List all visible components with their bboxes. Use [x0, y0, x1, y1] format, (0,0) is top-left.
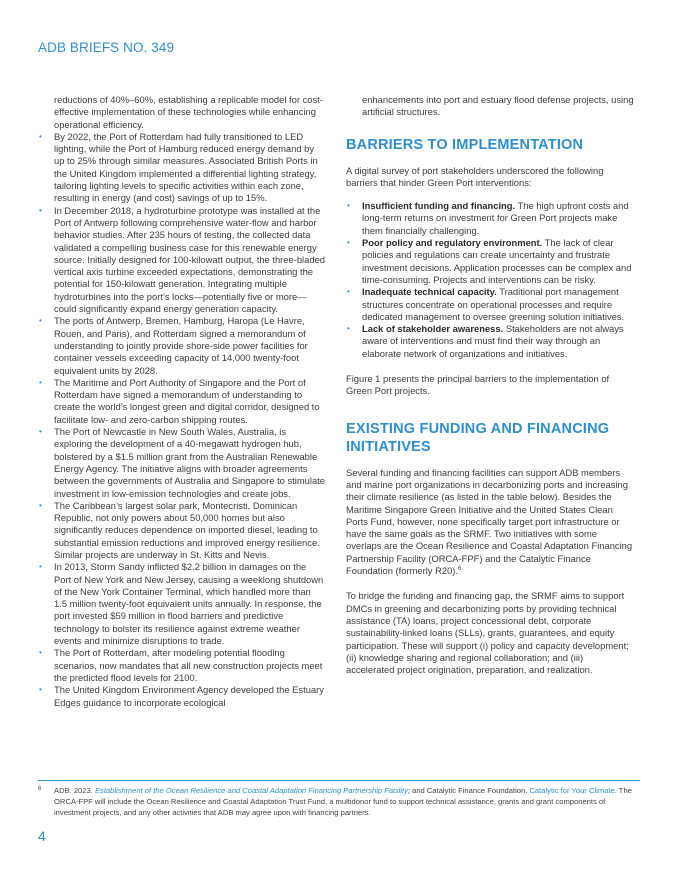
list-item: • The Caribbean’s largest solar park, Montecristi, Dominican Republic, not only powers about 50,000 homes but also significantly reduces dependence on imported diesel, leading to substantial emission reductions and improved energy resilience. Similar projects are underway in St. Kitts and Nevis. [38, 500, 326, 561]
funding-paragraph-1-text: Several funding and financing facilities can support ADB members and marine port organizations in decarbonizing ports and increasing their climate resilience (as listed in the table below). Besides the Maritime Singapore Green Initiative and the United States Clean Ports Fund, however, none specifically target port infrastructure or have the same goals as the SRMF. Two initiatives with some overlaps are the Ocean Resilience and Coastal Adaptation Financing Partnership Facility (ORCA-FPF) and the Catalytic Finance Foundation (formerly R20). [346, 466, 633, 577]
list-item: • The ports of Antwerp, Bremen, Hamburg, Haropa (Le Havre, Rouen, and Paris), and Rotterdam signed a memorandum of understanding to jointly provide shore-side power facilities for container vessels exceeding capacity of 14,000 twenty-foot equivalent units by 2028. [38, 315, 326, 376]
barrier-text: The lack of clear policies and regulations can create uncertainty and frustrate investment decisions. Application processes can be complex and time-consuming. Projects and interventions can be risky. [362, 237, 632, 285]
funding-heading: EXISTING FUNDING AND FINANCING INITIATIVES [346, 420, 610, 455]
barrier-text: Stakeholders are not always aware of interventions and must find their way through an elaborate network of organizations and initiatives. [362, 323, 624, 359]
continued-paragraph: enhancements into port and estuary flood defense projects, using artificial structures. [362, 94, 634, 118]
barrier-term: Inadequate technical capacity. [362, 286, 497, 298]
figure-reference: Figure 1 presents the principal barriers to the implementation of Green Port projects. [346, 373, 610, 397]
list-item: • In December 2018, a hydroturbine prototype was installed at the Port of Antwerp following comprehensive water-flow and harbor behavior studies. After 235 hours of testing, the collected data validated a compelling business case for this renewable energy source. Initially designed for 100-kilowatt output, the three-bladed vertical axis turbine exceeded expectations, demonstrating the potential for 150-kilowatt generation. Integrating multiple hydroturbines into the port’s locks—potentially five or more—could significantly expand energy generation capacity. [38, 205, 326, 316]
barrier-term: Lack of stakeholder awareness. [362, 323, 504, 335]
list-item: • The United Kingdom Environment Agency developed the Estuary Edges guidance to incorporate ecological [38, 684, 326, 709]
footnote-divider [38, 780, 640, 781]
page-number: 4 [38, 828, 46, 844]
footnote-number: 6 [38, 786, 42, 792]
footnote [38, 785, 640, 818]
catalytic-climate-link[interactable]: Catalytic for Your Climate [529, 786, 615, 795]
list-item: • By 2022, the Port of Rotterdam had fully transitioned to LED lighting, while the Port of Hamburg reduced energy demand by up to 25% through similar measures. Associated British Ports in the United Kingdom implemented a differential lighting strategy, tailoring lighting levels to specific activities within each zone, resulting in energy (and cost) savings of up to 15%. [38, 131, 326, 205]
list-item [346, 237, 634, 286]
orca-fpf-link[interactable]: Establishment of the Ocean Resilience and Coastal Adaptation Financing Partnership Facility [94, 786, 408, 795]
funding-paragraph-2: To bridge the funding and financing gap, the SRMF aims to support DMCs in greening and decarbonizing ports by providing technical assistance (TA) loans, project concessional debt, corporate sustainability-linked loans (SLLs), grants, guarantees, and equity participation. These will support (i) policy and capacity development; (ii) knowledge sharing and regional collaboration; and (iii) accelerated project origination, preparation, and realization. [346, 590, 629, 676]
continued-paragraph: reductions of 40%–60%, establishing a replicable model for cost-effective implementation of these technologies while enhancing operational efficiency. [54, 94, 323, 130]
list-item: • The Maritime and Port Authority of Singapore and the Port of Rotterdam have signed a memorandum of understanding to create the world’s longest green and digital corridor, designed to facilitate low- and zero-carbon shipping routes. [38, 377, 326, 426]
list-item: • In 2013, Storm Sandy inflicted $2.2 billion in damages on the Port of New York and New Jersey, causing a weeklong shutdown of the New York Container Terminal, which handled more than 1.5 million twenty-foot equivalent units annually. In response, the port invested $59 million in flood barriers and predictive technology to bolster its resilience against extreme weather events and minimize disruptions to trade. [38, 561, 326, 647]
footnote-reference[interactable]: 6 [458, 565, 462, 572]
barrier-text: Traditional port management structures concentrate on operational processes and require dedicated management to oversee greening solution initiatives. [362, 286, 625, 322]
footnote-prefix: ADB. 2023. [54, 786, 95, 795]
list-item [346, 200, 634, 237]
footnote-text [54, 785, 640, 818]
list-item [346, 323, 634, 360]
list-item: • The Port of Rotterdam, after modeling potential flooding scenarios, now mandates that all new construction projects meet the predicted flood levels for 2100. [38, 647, 326, 684]
list-item [346, 286, 634, 323]
barrier-text: The high upfront costs and long-term returns on investment for Green Port projects make them financially challenging. [362, 200, 629, 236]
funding-paragraph-1 [346, 467, 634, 578]
barrier-term: Poor policy and regulatory environment. [362, 237, 543, 249]
example-bullet-list [38, 131, 326, 709]
barriers-heading: BARRIERS TO IMPLEMENTATION [346, 136, 584, 153]
brief-header: ADB BRIEFS NO. 349 [38, 40, 175, 55]
barriers-intro: A digital survey of port stakeholders underscored the following barriers that hinder Green Port interventions: [346, 164, 604, 188]
right-column [346, 94, 634, 676]
barriers-list [346, 200, 634, 360]
list-item: • The Port of Newcastle in New South Wales, Australia, is exploring the development of a 40-megawatt hydrogen hub, bolstered by a $1.5 million grant from the Australian Renewable Energy Agency. The initiative aligns with broader agreements between the governments of Australia and Singapore to stimulate investment in low-emission technologies and create jobs. [38, 426, 326, 500]
footnote-mid: ; and Catalytic Finance Foundation. [407, 786, 530, 795]
barrier-term: Insufficient funding and financing. [362, 200, 516, 212]
footnote-suffix: . The ORCA-FPF will include the Ocean Resilience and Coastal Adaptation Trust Fund, a multidonor fund to support technical assistance, grants and grant components of investment projects, and any other activities that ADB may agree upon with financing partners. [54, 786, 632, 817]
left-column [38, 94, 326, 709]
